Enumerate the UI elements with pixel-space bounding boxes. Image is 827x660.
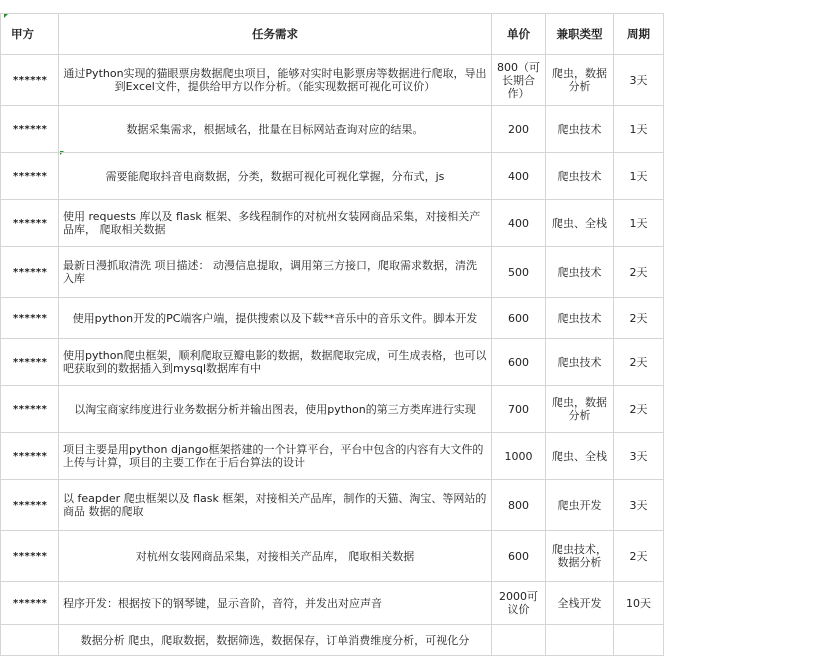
cell-price[interactable]: 1000 — [492, 433, 546, 480]
col-header-task[interactable]: 任务需求 — [59, 14, 492, 55]
cell-party[interactable]: ****** — [1, 339, 59, 386]
cell-period[interactable]: 1天 — [614, 200, 664, 247]
cell-task[interactable]: 对杭州女装网商品采集，对接相关产品库， 爬取相关数据 — [59, 531, 492, 582]
cell-type[interactable]: 爬虫技术，数据分析 — [546, 531, 614, 582]
cell-task[interactable]: 需要能爬取抖音电商数据，分类，数据可视化可视化掌握，分布式，js — [59, 153, 492, 200]
cell-type[interactable]: 爬虫技术 — [546, 298, 614, 339]
cell-party[interactable]: ****** — [1, 386, 59, 433]
cell-task[interactable]: 数据采集需求，根据域名，批量在目标网站查询对应的结果。 — [59, 106, 492, 153]
cell-period[interactable]: 1天 — [614, 106, 664, 153]
col-header-party[interactable]: 甲方 — [1, 14, 59, 55]
cell-task[interactable]: 以 feapder 爬虫框架以及 flask 框架，对接相关产品库，制作的天猫、淘宝、等网站的商品 数据的爬取 — [59, 480, 492, 531]
cell-price[interactable]: 500 — [492, 247, 546, 298]
cell-party[interactable]: ****** — [1, 433, 59, 480]
cell-period[interactable]: 3天 — [614, 433, 664, 480]
cell-task[interactable]: 程序开发：根据按下的钢琴键，显示音阶，音符，并发出对应声音 — [59, 582, 492, 625]
cell-type[interactable]: 爬虫技术 — [546, 339, 614, 386]
table-row — [1, 386, 664, 433]
cell-period[interactable]: 2天 — [614, 339, 664, 386]
right-edge-fade — [657, 0, 827, 660]
cell-party[interactable]: ****** — [1, 106, 59, 153]
table-row — [1, 625, 664, 656]
table-row — [1, 247, 664, 298]
cell-task[interactable]: 使用python爬虫框架，顺利爬取豆瓣电影的数据，数据爬取完成，可生成表格，也可以吧获取到的数据插入到mysql数据库有中 — [59, 339, 492, 386]
cell-type[interactable]: 爬虫、全栈 — [546, 433, 614, 480]
cell-period[interactable]: 1天 — [614, 153, 664, 200]
cell-price[interactable]: 2000可议价 — [492, 582, 546, 625]
cell-party[interactable]: ****** — [1, 153, 59, 200]
cell-type[interactable]: 全栈开发 — [546, 582, 614, 625]
cell-type[interactable]: 爬虫技术 — [546, 106, 614, 153]
cell-type[interactable]: 爬虫、全栈 — [546, 200, 614, 247]
header-row — [1, 14, 664, 55]
cell-period[interactable]: 2天 — [614, 386, 664, 433]
col-header-type[interactable]: 兼职类型 — [546, 14, 614, 55]
cell-task[interactable]: 以淘宝商家纬度进行业务数据分析并输出图表，使用python的第三方类库进行实现 — [59, 386, 492, 433]
cell-price[interactable]: 600 — [492, 531, 546, 582]
cell-party[interactable]: ****** — [1, 298, 59, 339]
cell-period[interactable]: 2天 — [614, 247, 664, 298]
col-header-period[interactable]: 周期 — [614, 14, 664, 55]
cell-type[interactable] — [546, 625, 614, 656]
cell-period[interactable] — [614, 625, 664, 656]
cell-type[interactable]: 爬虫技术 — [546, 247, 614, 298]
table-row — [1, 582, 664, 625]
cell-task[interactable]: 数据分析 爬虫，爬取数据，数据筛选，数据保存，订单消费维度分析，可视化分 — [59, 625, 492, 656]
cell-party[interactable]: ****** — [1, 200, 59, 247]
cell-type[interactable]: 爬虫技术 — [546, 153, 614, 200]
cell-price[interactable]: 700 — [492, 386, 546, 433]
cell-price[interactable]: 600 — [492, 298, 546, 339]
cell-task[interactable]: 使用python开发的PC端客户端，提供搜索以及下载**音乐中的音乐文件。脚本开发 — [59, 298, 492, 339]
cell-task[interactable]: 最新日漫抓取清洗 项目描述： 动漫信息提取，调用第三方接口，爬取需求数据，清洗入库 — [59, 247, 492, 298]
table-row — [1, 153, 664, 200]
cell-type[interactable]: 爬虫，数据分析 — [546, 386, 614, 433]
cell-party[interactable]: ****** — [1, 582, 59, 625]
cell-party[interactable]: ****** — [1, 247, 59, 298]
cell-price[interactable]: 400 — [492, 200, 546, 247]
cell-period[interactable]: 3天 — [614, 480, 664, 531]
cell-period[interactable]: 10天 — [614, 582, 664, 625]
cell-period[interactable]: 2天 — [614, 298, 664, 339]
cell-task[interactable]: 项目主要是用python django框架搭建的一个计算平台，平台中包含的内容有大文件的上传与计算，项目的主要工作在于后台算法的设计 — [59, 433, 492, 480]
cell-price[interactable]: 400 — [492, 153, 546, 200]
col-header-price[interactable]: 单价 — [492, 14, 546, 55]
cell-period[interactable]: 3天 — [614, 55, 664, 106]
cell-price[interactable]: 200 — [492, 106, 546, 153]
cell-task[interactable]: 使用 requests 库以及 flask 框架、多线程制作的对杭州女装网商品采集，对接相关产品库， 爬取相关数据 — [59, 200, 492, 247]
cell-type[interactable]: 爬虫，数据分析 — [546, 55, 614, 106]
table-row — [1, 106, 664, 153]
cell-price[interactable]: 800（可长期合作） — [492, 55, 546, 106]
cell-period[interactable]: 2天 — [614, 531, 664, 582]
cell-price[interactable]: 800 — [492, 480, 546, 531]
table-row — [1, 200, 664, 247]
table-row — [1, 298, 664, 339]
cell-type[interactable]: 爬虫开发 — [546, 480, 614, 531]
cell-task[interactable]: 通过Python实现的猫眼票房数据爬虫项目，能够对实时电影票房等数据进行爬取，导出到Excel文件，提供给甲方以作分析。（能实现数据可视化可议价） — [59, 55, 492, 106]
table-row — [1, 531, 664, 582]
cell-party[interactable]: ****** — [1, 531, 59, 582]
table-row — [1, 433, 664, 480]
cell-party[interactable]: ****** — [1, 55, 59, 106]
task-table — [0, 13, 664, 656]
table-row — [1, 55, 664, 106]
cell-price[interactable] — [492, 625, 546, 656]
cell-price[interactable]: 600 — [492, 339, 546, 386]
cell-party[interactable] — [1, 625, 59, 656]
table-row — [1, 339, 664, 386]
table-row — [1, 480, 664, 531]
cell-party[interactable]: ****** — [1, 480, 59, 531]
